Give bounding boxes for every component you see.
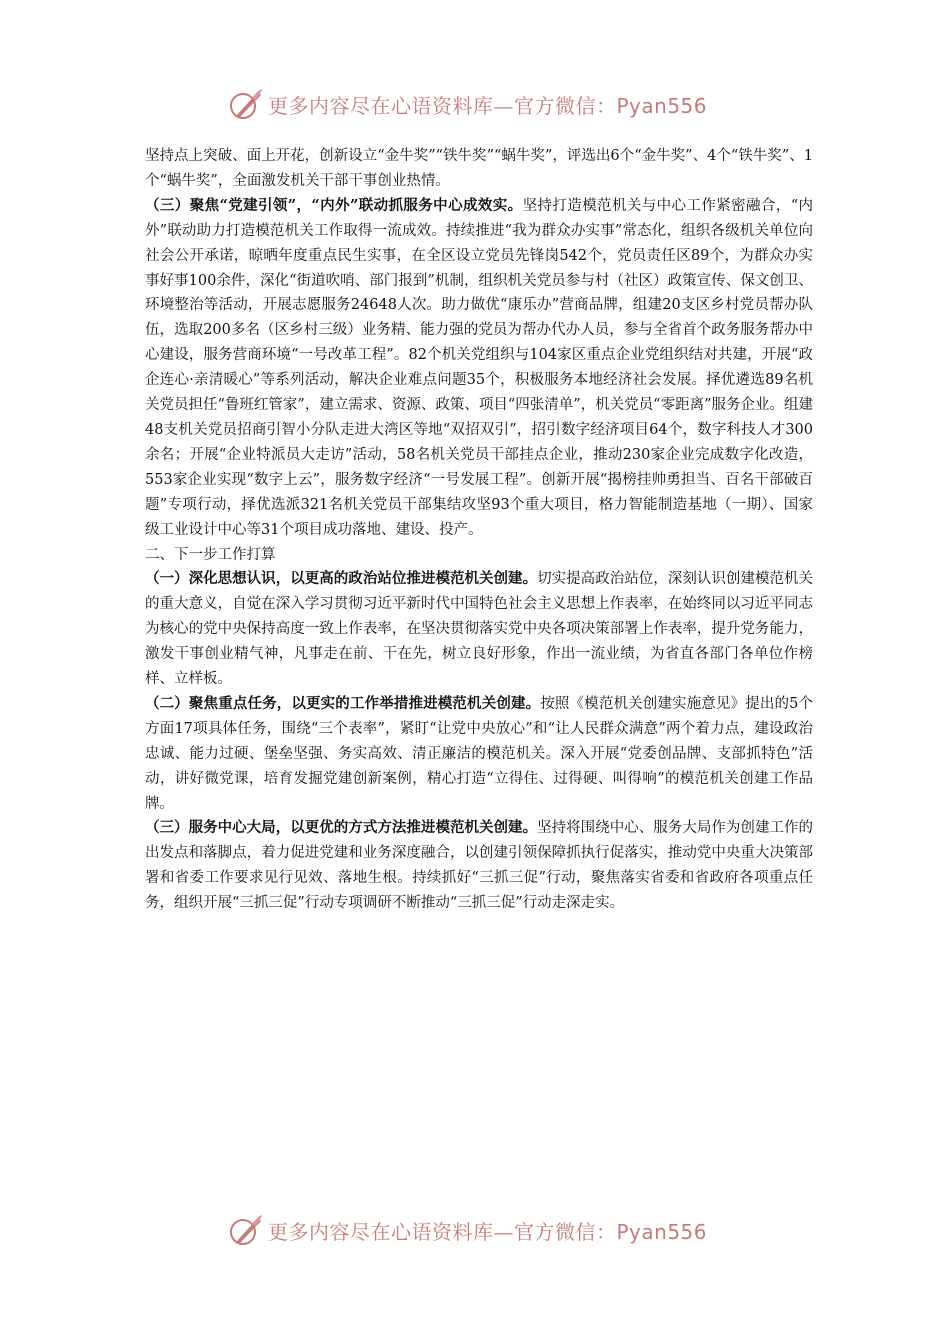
header-watermark <box>228 84 707 124</box>
paragraph: （三）服务中心大局，以更优的方式方法推进模范机关创建。坚持将围绕中心、服务大局作为创建工作的出发点和落脚点，着力促进党建和业务深度融合，以创建引领保障抓执行促落实，推动党中央重大决策部署和省委工作要求见行见效、落地生根。持续抓好“三抓三促”行动，聚焦落实省委和省政府各项重点任务，组织开展“三抓三促”行动专项调研不断推动“三抓三促”行动走深走实。 <box>145 819 814 912</box>
section-heading: 二、下一步工作打算 <box>145 546 276 563</box>
quill-pen-logo-icon <box>228 86 264 122</box>
quill-pen-logo-icon <box>228 1212 264 1248</box>
footer-watermark <box>228 1210 707 1250</box>
document-body <box>145 144 813 916</box>
watermark-text: 更多内容尽在心语资料库—官方微信：Pyan556 <box>268 93 708 118</box>
watermark-text: 更多内容尽在心语资料库—官方微信：Pyan556 <box>268 1219 708 1244</box>
paragraph: （一）深化思想认识，以更高的政治站位推进模范机关创建。切实提高政治站位，深刻认识创建模范机关的重大意义，自觉在深入学习贯彻习近平新时代中国特色社会主义思想上作表率，在始终同以习近平同志为核心的党中央保持高度一致上作表率，在坚决贯彻落实党中央各项决策部署上作表率，提升党务能力，激发干事创业精气神，凡事走在前、干在先，树立良好形象，作出一流业绩，为省直各部门各单位作榜样、立样板。 <box>145 570 814 688</box>
paragraph: （二）聚焦重点任务，以更实的工作举措推进模范机关创建。按照《模范机关创建实施意见》提出的5个方面17项具体任务，围绕“三个表率”，紧盯“让党中央放心”和“让人民群众满意”两个着力点，建设政治忠诚、能力过硬、堡垒坚强、务实高效、清正廉洁的模范机关。深入开展“党委创品牌、支部抓特色”活动，讲好微党课，培育发掘党建创新案例，精心打造“立得住、过得硬、叫得响”的模范机关创建工作品牌。 <box>145 694 813 812</box>
paragraph: 坚持点上突破、面上开花，创新设立“金牛奖”“铁牛奖”“蜗牛奖”，评选出6个“金牛奖”、4个“铁牛奖”、1个“蜗牛奖”，全面激发机关干部干事创业热情。 <box>145 148 813 189</box>
paragraph: （三）聚焦“党建引领”，“内外”联动抓服务中心成效实。坚持打造模范机关与中心工作紧密融合，“内外”联动助力打造模范机关工作取得一流成效。持续推进“我为群众办实事”常态化，组织各级机关单位向社会公开承诺，晾晒年度重点民生实事，在全区设立党员先锋岗542个，党员责任区89个，为群众办实事好事100余件，深化“街道吹哨、部门报到”机制，组织机关党员参与村（社区）政策宣传、保文创卫、环境整治等活动，开展志愿服务24648人次。助力做优“康乐办”营商品牌，组建20支区乡村党员帮办队伍，选取200多名（区乡村三级）业务精、能力强的党员为帮办代办人员，参与全省首个政务服务帮办中心建设，服务营商环境“一号改革工程”。82个机关党组织与104家区重点企业党组织结对共建，开展“政企连心·亲清暖心”等系列活动，解决企业难点问题35个，积极服务本地经济社会发展。择优遴选89名机关党员担任“鲁班红管家”，建立需求、资源、政策、项目“四张清单”，机关党员“零距离”服务企业。组建48支机关党员招商引智小分队走进大湾区等地“双招双引”，招引数字经济项目64个，数字科技人才300余名；开展“企业特派员大走访”活动，58名机关党员干部挂点企业，推动230家企业完成数字化改造，553家企业实现“数字上云”，服务数字经济“一号发展工程”。创新开展“揭榜挂帅勇担当、百名干部破百题”专项行动，择优选派321名机关党员干部集结攻坚93个重大项目，格力智能制造基地（一期）、国家级工业设计中心等31个项目成功落地、建设、投产。 <box>145 196 813 538</box>
